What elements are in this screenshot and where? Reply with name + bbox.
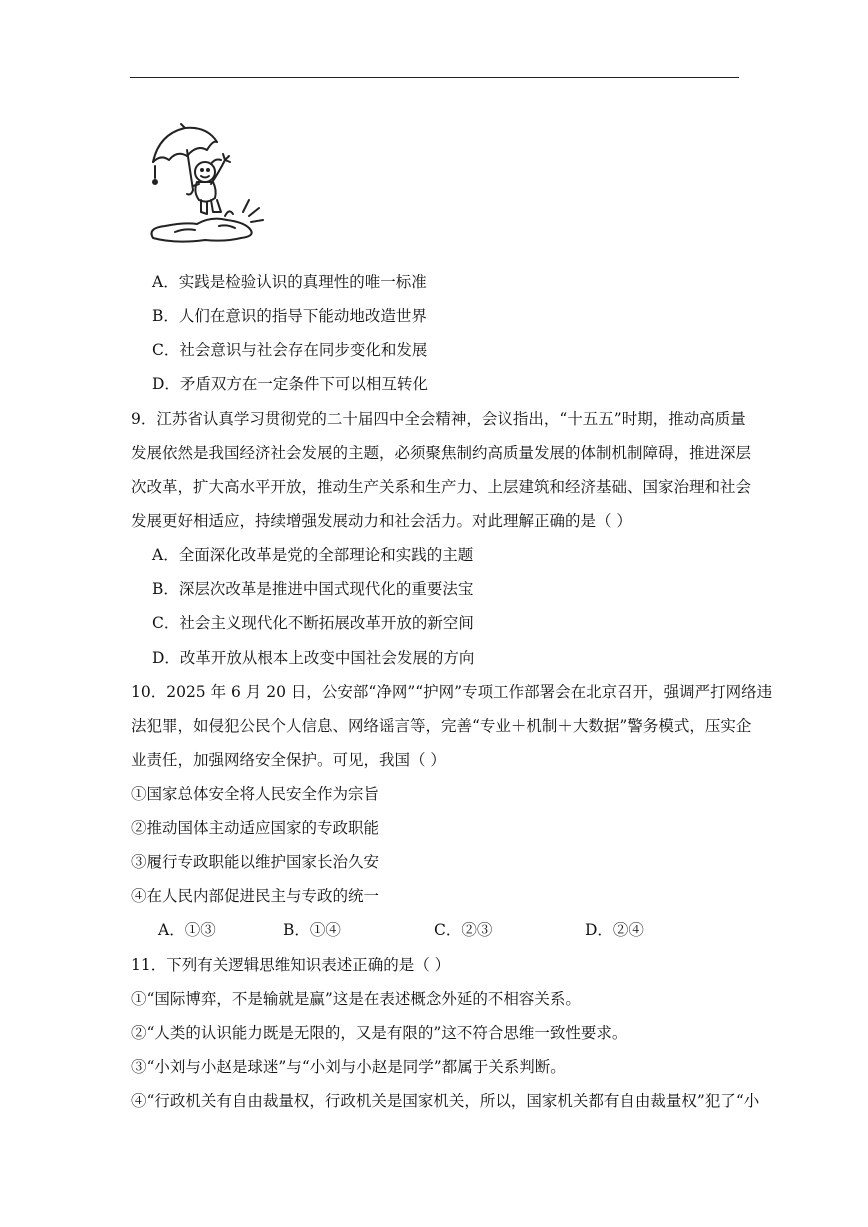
q11-item-2: ②“人类的认识能力既是无限的，又是有限的”这不符合思维一致性要求。 bbox=[131, 1024, 628, 1042]
q8-option-b: B．人们在意识的指导下能动地改造世界 bbox=[152, 307, 427, 325]
q10-choices-row bbox=[0, 920, 868, 940]
q9-stem-line-2: 发展依然是我国经济社会发展的主题，必须聚焦制约高质量发展的体制机制障碍，推进深层 bbox=[131, 444, 752, 462]
q10-item-3: ③履行专政职能以维护国家长治久安 bbox=[131, 853, 380, 871]
q10-choice-a: A．①③ bbox=[158, 921, 216, 939]
q10-item-1: ①国家总体安全将人民安全作为宗旨 bbox=[131, 785, 380, 803]
q9-stem-line-4: 发展更好相适应，持续增强发展动力和社会活力。对此理解正确的是（ ） bbox=[131, 512, 632, 530]
q10-stem-line-2: 法犯罪，如侵犯公民个人信息、网络谣言等，完善“专业＋机制＋大数据”警务模式，压实企 bbox=[131, 717, 752, 735]
q10-item-2: ②推动国体主动适应国家的专政职能 bbox=[131, 819, 380, 837]
q10-choice-b: B．①④ bbox=[283, 921, 341, 939]
q8-option-d: D．矛盾双方在一定条件下可以相互转化 bbox=[152, 375, 428, 393]
q9-stem-line-1: 9．江苏省认真学习贯彻党的二十届四中全会精神，会议指出，“十五五”时期，推动高质量 bbox=[131, 410, 746, 428]
q11-item-4: ④“行政机关有自由裁量权，行政机关是国家机关，所以，国家机关都有自由裁量权”犯了“小 bbox=[131, 1092, 760, 1110]
q9-stem-line-3: 次改革，扩大高水平开放，推动生产关系和生产力、上层建筑和经济基础、国家治理和社会 bbox=[131, 478, 752, 496]
q8-option-c: C．社会意识与社会存在同步变化和发展 bbox=[152, 341, 428, 359]
header-rule bbox=[130, 77, 739, 78]
q9-option-d: D．改革开放从根本上改变中国社会发展的方向 bbox=[152, 649, 475, 667]
q11-item-3: ③“小刘与小赵是球迷”与“小刘与小赵是同学”都属于关系判断。 bbox=[131, 1058, 566, 1076]
q10-stem-line-3: 业责任，加强网络安全保护。可见，我国（ ） bbox=[131, 751, 446, 769]
q10-choice-d: D．②④ bbox=[585, 921, 644, 939]
q10-stem-line-1: 10．2025 年 6 月 20 日，公安部“净网”“护网”专项工作部署会在北京召开，强调严打网络违 bbox=[131, 683, 773, 701]
q10-item-4: ④在人民内部促进民主与专政的统一 bbox=[131, 887, 380, 905]
q9-option-c: C．社会主义现代化不断拓展改革开放的新空间 bbox=[152, 614, 474, 632]
q11-item-1: ①“国际博弈，不是输就是赢”这是在表述概念外延的不相容关系。 bbox=[131, 990, 581, 1008]
umbrella-child-illustration bbox=[145, 120, 270, 250]
q8-option-a: A．实践是检验认识的真理性的唯一标准 bbox=[152, 273, 427, 291]
q9-option-b: B．深层次改革是推进中国式现代化的重要法宝 bbox=[152, 580, 474, 598]
q10-choice-c: C．②③ bbox=[434, 921, 493, 939]
q11-stem-line-1: 11．下列有关逻辑思维知识表述正确的是（ ） bbox=[131, 956, 451, 974]
q9-option-a: A．全面深化改革是党的全部理论和实践的主题 bbox=[152, 546, 474, 564]
